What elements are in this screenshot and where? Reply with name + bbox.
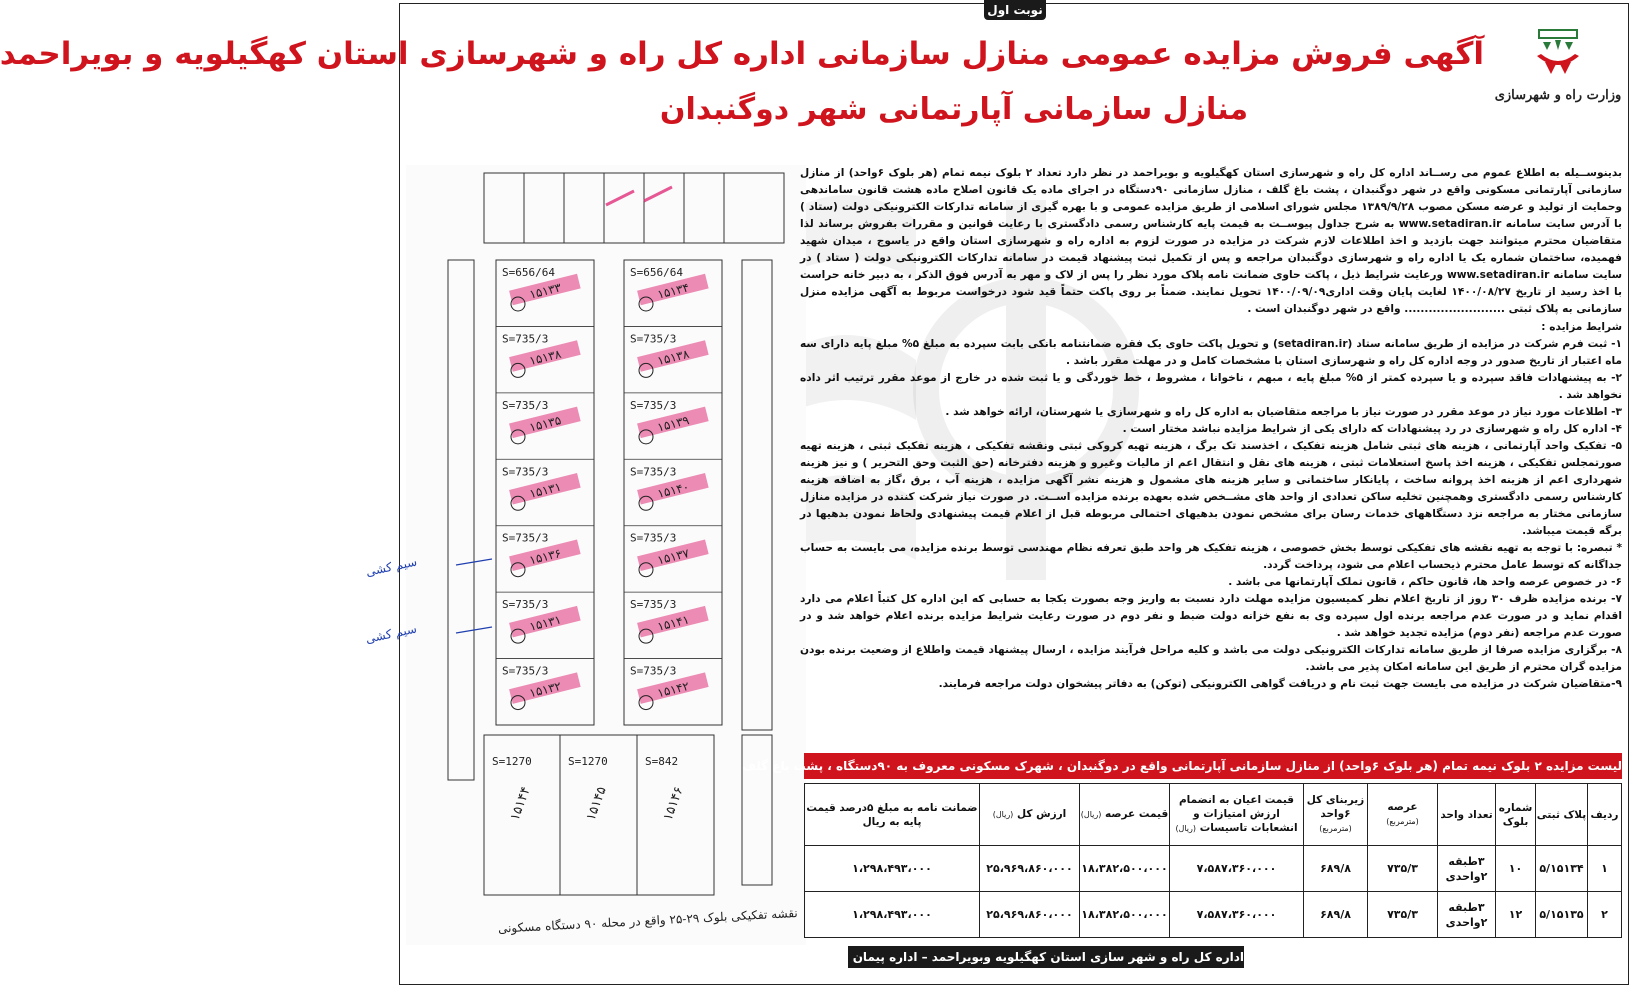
- plan-lot-area: S=656/64: [502, 266, 555, 279]
- cell-block: ۱۰: [1496, 846, 1536, 892]
- round-tag: نوبت اول: [984, 0, 1046, 20]
- plan-lot-plate: ۱۵۱۳۷: [655, 545, 691, 568]
- cell-row: ۱: [1588, 846, 1622, 892]
- plan-lot-area: S=735/3: [502, 531, 549, 545]
- plan-lot-plate: ۱۵۱۴۱: [655, 612, 691, 634]
- plan-lot-plate: ۱۵۱۳۳: [527, 280, 563, 302]
- table-row: [805, 892, 1622, 938]
- cell-building-price: ۷،۵۸۷،۳۶۰،۰۰۰: [1170, 892, 1304, 938]
- cell-plate: ۵/۱۵۱۳۵: [1536, 892, 1588, 938]
- ministry-logo: [1494, 28, 1622, 124]
- table-header-row: [805, 784, 1622, 846]
- plan-lot-plate: ۱۵۱۳۵: [527, 413, 563, 435]
- plan-note-top: سیم کشی: [364, 554, 419, 580]
- plan-lot-area: S=735/3: [502, 332, 549, 346]
- plan-lot-area: S=735/3: [502, 664, 549, 678]
- cell-area: ۶۸۹/۸: [1304, 892, 1368, 938]
- col-block: شماره بلوک: [1496, 784, 1536, 846]
- plan-lot-plate: ۱۵۱۳۸: [527, 346, 563, 369]
- plan-lot-area: S=735/3: [502, 398, 549, 412]
- col-units: تعداد واحد: [1438, 784, 1496, 846]
- plan-lot-area: S=656/64: [630, 266, 683, 279]
- cell-units: ۳طبقه ۲واحدی: [1438, 846, 1496, 892]
- cell-total: ۲۵،۹۶۹،۸۶۰،۰۰۰: [980, 892, 1080, 938]
- col-land-price: قیمت عرصه (ریال): [1080, 784, 1170, 846]
- plan-lot-area: S=735/3: [630, 664, 677, 678]
- col-area: زیربنای کل ۶واحد (مترمربع): [1304, 784, 1368, 846]
- ministry-logo-text: وزارت راه و شهرسازی: [1494, 88, 1622, 103]
- condition-9: ۹-متقاضیان شرکت در مزایده می بایست جهت ثبت نام و دریافت گواهی الکترونیکی (توکن) به دفاتر پیشخوان دولت مراجعه فرمایند.: [938, 678, 1622, 690]
- plan-lot-area: S=735/3: [630, 598, 677, 612]
- lots-table: [804, 783, 1622, 938]
- condition-2: ۲- به پیشنهادات فاقد سپرده و یا سپرده کمتر از ۵% مبلغ پایه ، مبهم ، ناخوانا ، مشروط ، خط خوردگی و یا ثبت شده در خارج از موعد مقرر ترتیب اثر داده نخواهد شد .: [800, 372, 1622, 401]
- lots-list-title: لیست مزایده ۲ بلوک نیمه تمام (هر بلوک ۶واحد) از منازل سازمانی آپارتمانی واقع در دوگنبدان ، شهرک مسکونی معروف به ۹۰دستگاه ، پشت باغ گلف: [804, 753, 1622, 779]
- cell-plate: ۵/۱۵۱۳۴: [1536, 846, 1588, 892]
- cell-total: ۲۵،۹۶۹،۸۶۰،۰۰۰: [980, 846, 1080, 892]
- condition-5: ۵- تفکیک واحد آپارتمانی ، هزینه های ثبتی شامل هزینه تفکیک ، اخذسند تک برگ ، هزینه تهیه کروکی ثبتی ونقشه تفکیکی ، هزینه تفکیک ثبتی ، هزینه تهیه صورتمجلس تفکیکی ، هزینه اخذ پاسخ استعلامات ثبتی ، هزینه های نقل و انتقال اعم از مالیات وغیرو و هزینه دفترخانه (حق الثبت وحق التحریر ) و نیز هزینه شهرداری اعم از هزینه اخذ پروانه ساخت ، پایانکار ساختمانی و سایر هزینه های مشمول و هزینه نشر آگهی مزایده ، هزینه آب ، برق ،گاز به اضافه هزینه کارشناس رسمی دادگستری وهمچنین تخلیه ساکن تعدادی از واحد های مشــخص شده بعهده برنده مزایده اســت. در صورت نیاز شرکت کننده در مزایده منازل سازمانی مختار به مراجعه نزد دستگاههای خدمات رسان برای مشخص نمودن بدهیهای احتمالی مربوطه قبل از اعلام قیمت پیشنهادی ولحاظ نمودن بدهیها در برگه قیمت میباشد.: [800, 440, 1622, 537]
- plan-lot-plate: ۱۵۱۳۱: [527, 612, 563, 634]
- col-row: ردیف: [1588, 784, 1622, 846]
- condition-6: ۶- در خصوص عرصه واحد ها، قانون حاکم ، قانون تملک آپارتمانها می باشد .: [1228, 576, 1622, 588]
- plan-lot-area: S=735/3: [630, 531, 677, 545]
- condition-4: ۴- اداره کل راه و شهرسازی در رد پیشنهادات که دارای یکی از شرایط مزایده نباشد مختار است .: [1122, 423, 1622, 435]
- plan-bottom-lot-plate: ۱۵۱۴۵: [583, 784, 610, 823]
- site-plan: [364, 165, 806, 945]
- ministry-emblem-icon: [1531, 28, 1585, 84]
- cell-land-price: ۱۸،۳۸۲،۵۰۰،۰۰۰: [1080, 846, 1170, 892]
- col-land: عرصه (مترمربع): [1368, 784, 1438, 846]
- plan-bottom-lot-area: S=1270: [492, 755, 532, 768]
- condition-3: ۳- اطلاعات مورد نیاز در موعد مقرر در صورت نیاز با مراجعه متقاضیان به اداره کل راه و شهرسازی یا شهرستان، ارائه خواهد شد .: [945, 406, 1622, 418]
- plan-lot-plate: ۱۵۱۴۰: [655, 479, 691, 501]
- condition-note: * تبصره: با توجه به تهیه نقشه های تفکیکی توسط بخش خصوصی ، هزینه تفکیک هر واحد طبق تعرفه نظام مهندسی توسط برنده مزایده، می بایست به حساب جداگانه که توسط عامل محترم ذیحساب اعلام می شود، پرداخت گردد.: [800, 542, 1622, 571]
- cell-guarantee: ۱،۲۹۸،۴۹۳،۰۰۰: [805, 892, 980, 938]
- cell-building-price: ۷،۵۸۷،۳۶۰،۰۰۰: [1170, 846, 1304, 892]
- cell-land: ۷۳۵/۳: [1368, 892, 1438, 938]
- plan-lot-area: S=735/3: [502, 598, 549, 612]
- plan-bottom-lot-area: S=1270: [568, 755, 608, 768]
- plan-lot-plate: ۱۵۱۳۴: [655, 280, 691, 302]
- table-row: [805, 846, 1622, 892]
- main-title: آگهی فروش مزایده عمومی منازل سازمانی اداره کل راه و شهرسازی استان کهگیلویه و بویراحمد: [0, 36, 1484, 72]
- plan-lot-area: S=735/3: [630, 398, 677, 412]
- cell-block: ۱۲: [1496, 892, 1536, 938]
- footer-bar: اداره کل راه و شهر سازی استان کهگیلویه وبویراحمد – اداره پیمان و رسیدگی: [848, 946, 1244, 968]
- cell-land-price: ۱۸،۳۸۲،۵۰۰،۰۰۰: [1080, 892, 1170, 938]
- condition-8: ۸- برگزاری مزایده صرفا از طریق سامانه تدارکات الکترونیکی دولت می باشد و کلیه مراحل فرآیند مزایده ، ارسال پیشنهاد قیمت واطلاع از وضعیت برنده بودن مزایده گران محترم از طریق این سامانه امکان پذیر می باشد.: [800, 644, 1622, 673]
- col-plate: پلاک ثبتی: [1536, 784, 1588, 846]
- cell-units: ۳طبقه ۲واحدی: [1438, 892, 1496, 938]
- plan-bottom-lot-plate: ۱۵۱۴۴: [507, 784, 534, 823]
- col-building-price: قیمت اعیان به انضمام ارزش امتیازات و انشعابات تاسیسات (ریال): [1170, 784, 1304, 846]
- condition-7: ۷- برنده مزایده ظرف ۳۰ روز از تاریخ اعلام نظر کمیسیون مزایده مهلت دارد نسبت به واریز وجه بصورت یکجا به حسابی که این اداره کل کتباً اعلام می دارد اقدام نماید و در صورت عدم مراجعه برنده اول سپرده وی به نفع خزانه دولت ضبط و نفر دوم در صورت رعایت شرایط مزایده برنده اعلام خواهد شد و در صورت عدم مراجعه (نفر دوم) مزایده تجدید خواهد شد .: [800, 593, 1622, 639]
- conditions-title: شرایط مزایده :: [1541, 321, 1622, 333]
- plan-caption: نقشه تفکیکی بلوک ۲۹-۲۵ واقع در محله ۹۰ دستگاه مسکونی: [497, 905, 798, 936]
- plan-note-bottom: سیم کشی: [364, 621, 419, 647]
- plan-lot-area: S=735/3: [502, 465, 549, 479]
- condition-1: ۱- ثبت فرم شرکت در مزایده از طریق سامانه ستاد (setadiran.ir) و تحویل پاکت حاوی یک فقره ضمانتنامه بانکی بابت سپرده به مبلغ ۵% مبلغ پایه دارای سه ماه اعتبار از تاریخ صدور در وجه اداره کل راه و شهرسازی استان با مشخصات کامل و در مهلت مقرر باشد .: [800, 338, 1622, 367]
- plan-lot-plate: ۱۵۱۳۸: [655, 346, 691, 369]
- plan-lot-area: S=735/3: [630, 465, 677, 479]
- plan-lot-plate: ۱۵۱۴۲: [655, 678, 691, 701]
- intro-paragraph: بدینوســیله به اطلاع عموم می رســاند اداره کل راه و شهرسازی استان کهگیلویه و بویراحمد در نظر دارد تعداد ۲ بلوک نیمه تمام (هر بلوک ۶واحد) از منازل سازمانی آپارتمانی مسکونی واقع در شهر دوگنبدان ، پشت باغ گلف ، منازل سازمانی ۹۰دستگاه در اجرای ماده یک قانون اصلاح ماده هشت قانون ساماندهی وحمایت از تولید و عرضه مسکن مصوب ۱۳۸۹/۹/۲۸ مجلس شورای اسلامی از طریق مزایده عمومی و با بهره گیری از سامانه تدارکات الکترونیکی دولت (ستاد ) با آدرس سایت سامانه www.setadiran.ir به شرح جداول پیوســت به قیمت پایه کارشناس رسمی دادگستری با رعایت قوانین و مقررات بفروش برساند لذا متقاضیان محترم میتوانند جهت بازدید و اخذ اطلاعات لازم شرکت در مزایده در صورت لزوم به اداره راه و شهرسازی استان واقع در یاسوج ، میدان شهید فهمیده، ساختمان شماره یک یا اداره راه و شهرسازی دوگنبدان مراجعه و پس از تکمیل ثبت پیشنهاد قیمت در سامانه تدارکات الکترونیکی دولت ( ستاد ) در سایت سامانه www.setadiran.ir ورعایت شرایط ذیل ، پاکت حاوی ضمانت نامه پلاک مورد نظر را پس از لاک و مهر به آدرس فوق الذکر ، به دبیر خانه حراست با اخذ رسید از تاریخ ۱۴۰۰/۰۸/۲۷ لغایت پایان وقت اداری۱۴۰۰/۰۹/۰۹ تحویل نمایند. ضمناً بر روی پاکت حتماً قید شود درخواست مربوط به آگهی مزایده منزل سازمانی به پلاک ثبتی ......................... واقع در شهر دوگنبدان است .: [800, 167, 1623, 315]
- announcement-body: [800, 165, 1622, 693]
- col-total: ارزش کل (ریال): [980, 784, 1080, 846]
- cell-row: ۲: [1588, 892, 1622, 938]
- cell-land: ۷۳۵/۳: [1368, 846, 1438, 892]
- plan-lot-plate: ۱۵۱۳۶: [527, 545, 563, 568]
- col-guarantee: ضمانت نامه به مبلغ ۵درصد قیمت پایه به ریال: [805, 784, 980, 846]
- cell-guarantee: ۱،۲۹۸،۴۹۳،۰۰۰: [805, 846, 980, 892]
- plan-bottom-lot-area: S=842: [645, 755, 679, 768]
- sub-title: منازل سازمانی آپارتمانی شهر دوگنبدان: [659, 92, 1249, 127]
- cell-area: ۶۸۹/۸: [1304, 846, 1368, 892]
- plan-lot-area: S=735/3: [630, 332, 677, 346]
- plan-bottom-lot-plate: ۱۵۱۴۶: [660, 784, 687, 823]
- plan-lot-plate: ۱۵۱۳۱: [527, 479, 563, 501]
- plan-lot-plate: ۱۵۱۳۲: [527, 678, 563, 701]
- plan-lot-plate: ۱۵۱۳۹: [655, 413, 691, 435]
